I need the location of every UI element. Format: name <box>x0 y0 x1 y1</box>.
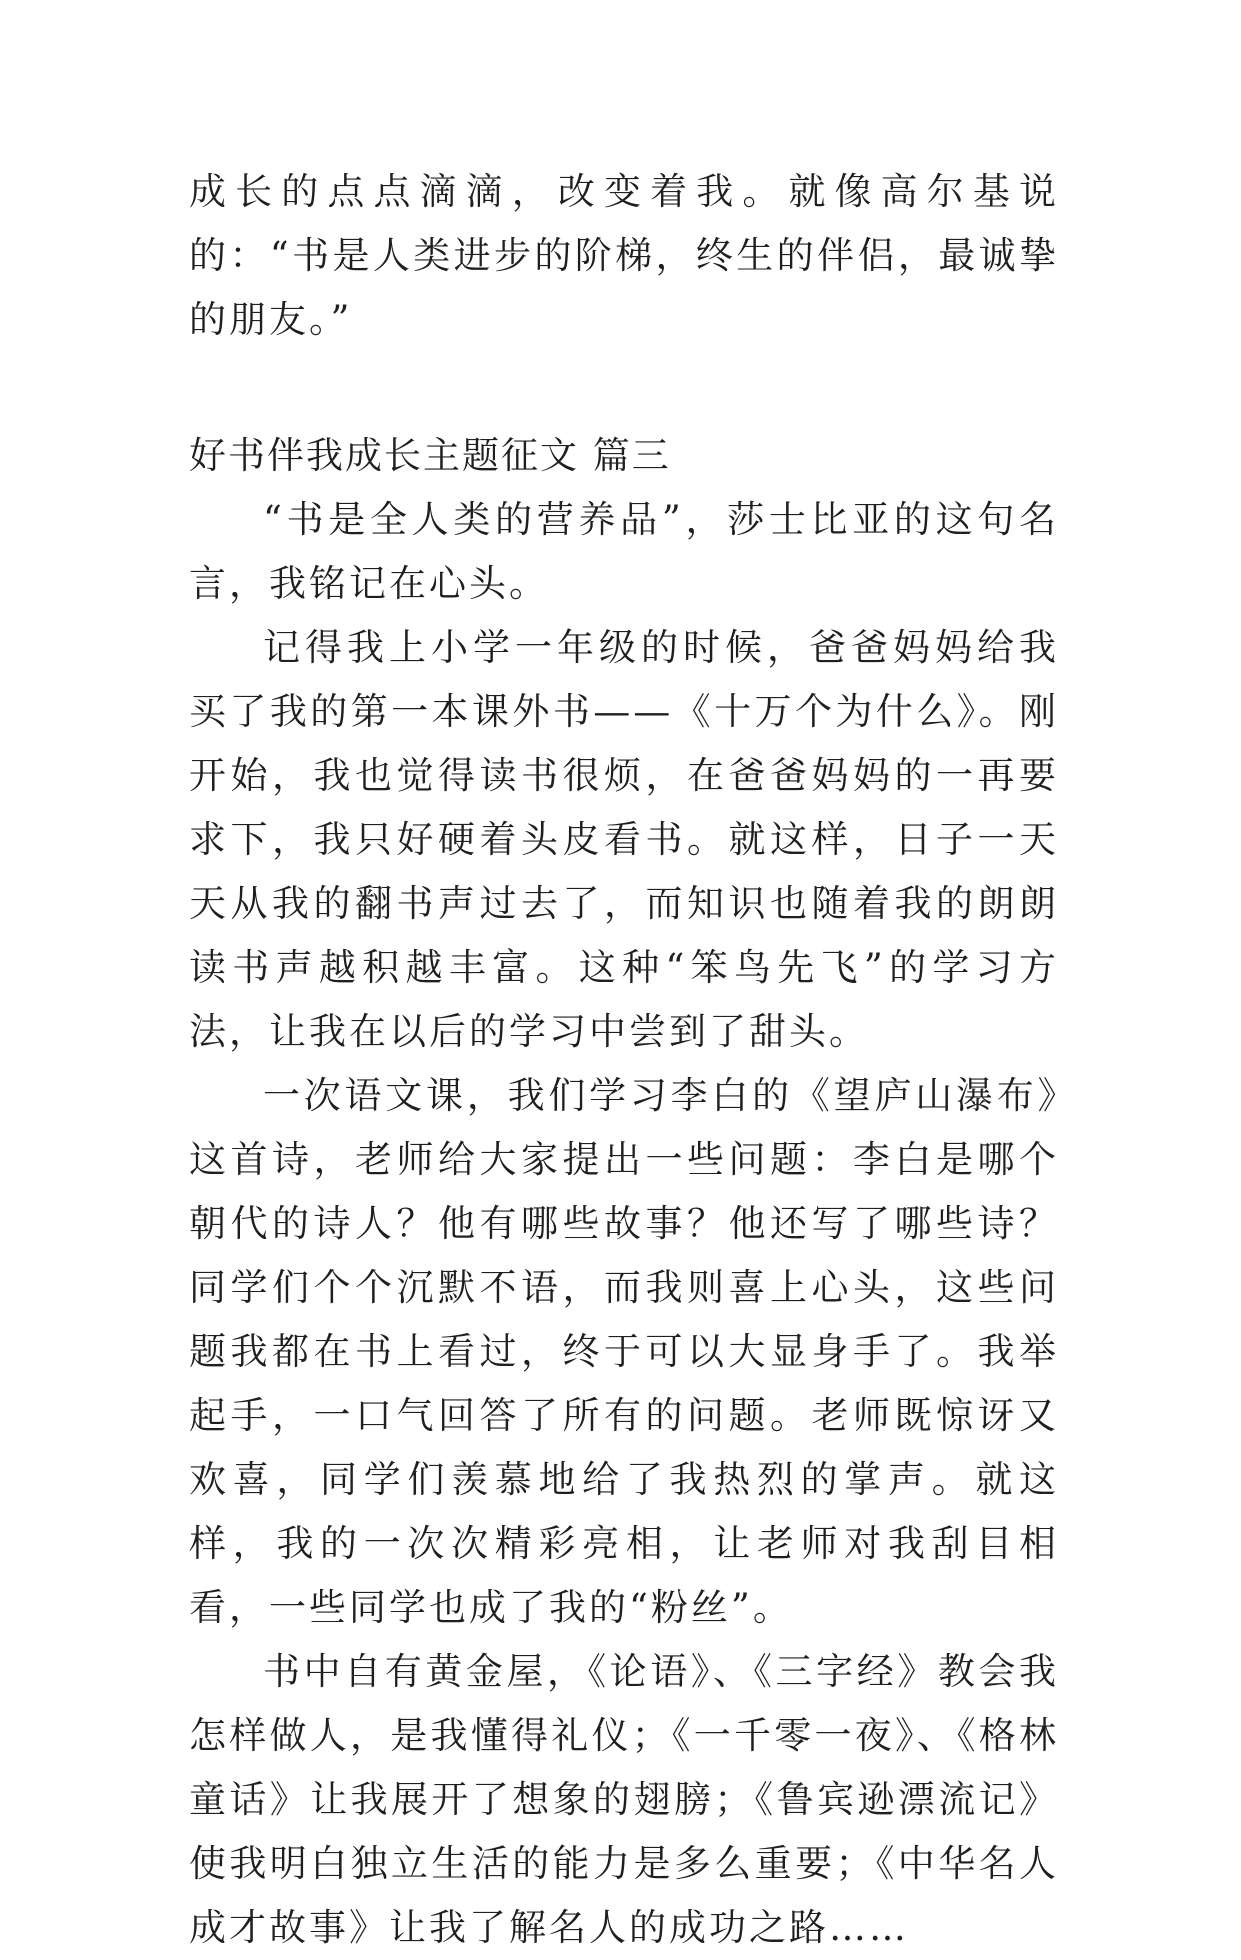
paragraph-2: 记得我上小学一年级的时候，爸爸妈妈给我买了我的第一本课外书——《十万个为什么》。刚开始，我也觉得读书很烦，在爸爸妈妈的一再要求下，我只好硬着头皮看书。就这样，日子一天天从我的翻书声过去了，而知识也随着我的朗朗读书声越积越丰富。这种“笨鸟先飞”的学习方法，让我在以后的学习中尝到了甜头。 <box>189 626 1059 1053</box>
section-title: 好书伴我成长主题征文 篇三 <box>189 434 671 477</box>
paragraph-4: 书中自有黄金屋，《论语》、《三字经》教会我怎样做人，是我懂得礼仪；《一千零一夜》、《格林童话》让我展开了想象的翅膀；《鲁宾逊漂流记》使我明白独立生活的能力是多么重要；《中华名人成才故事》让我了解名人的成功之路…… <box>189 1650 1059 1949</box>
document-body <box>189 160 1059 1960</box>
paragraph-3: 一次语文课，我们学习李白的《望庐山瀑布》这首诗，老师给大家提出一些问题：李白是哪个朝代的诗人？他有哪些故事？他还写了哪些诗？同学们个个沉默不语，而我则喜上心头，这些问题我都在书上看过，终于可以大显身手了。我举起手，一口气回答了所有的问题。老师既惊讶又欢喜，同学们羡慕地给了我热烈的掌声。就这样，我的一次次精彩亮相，让老师对我刮目相看，一些同学也成了我的“粉丝”。 <box>189 1074 1059 1629</box>
continuation-paragraph: 成长的点点滴滴，改变着我。就像高尔基说的：“书是人类进步的阶梯，终生的伴侣，最诚挚的朋友。” <box>189 170 1059 341</box>
paragraph-1: “书是全人类的营养品”，莎士比亚的这句名言，我铭记在心头。 <box>189 498 1059 605</box>
